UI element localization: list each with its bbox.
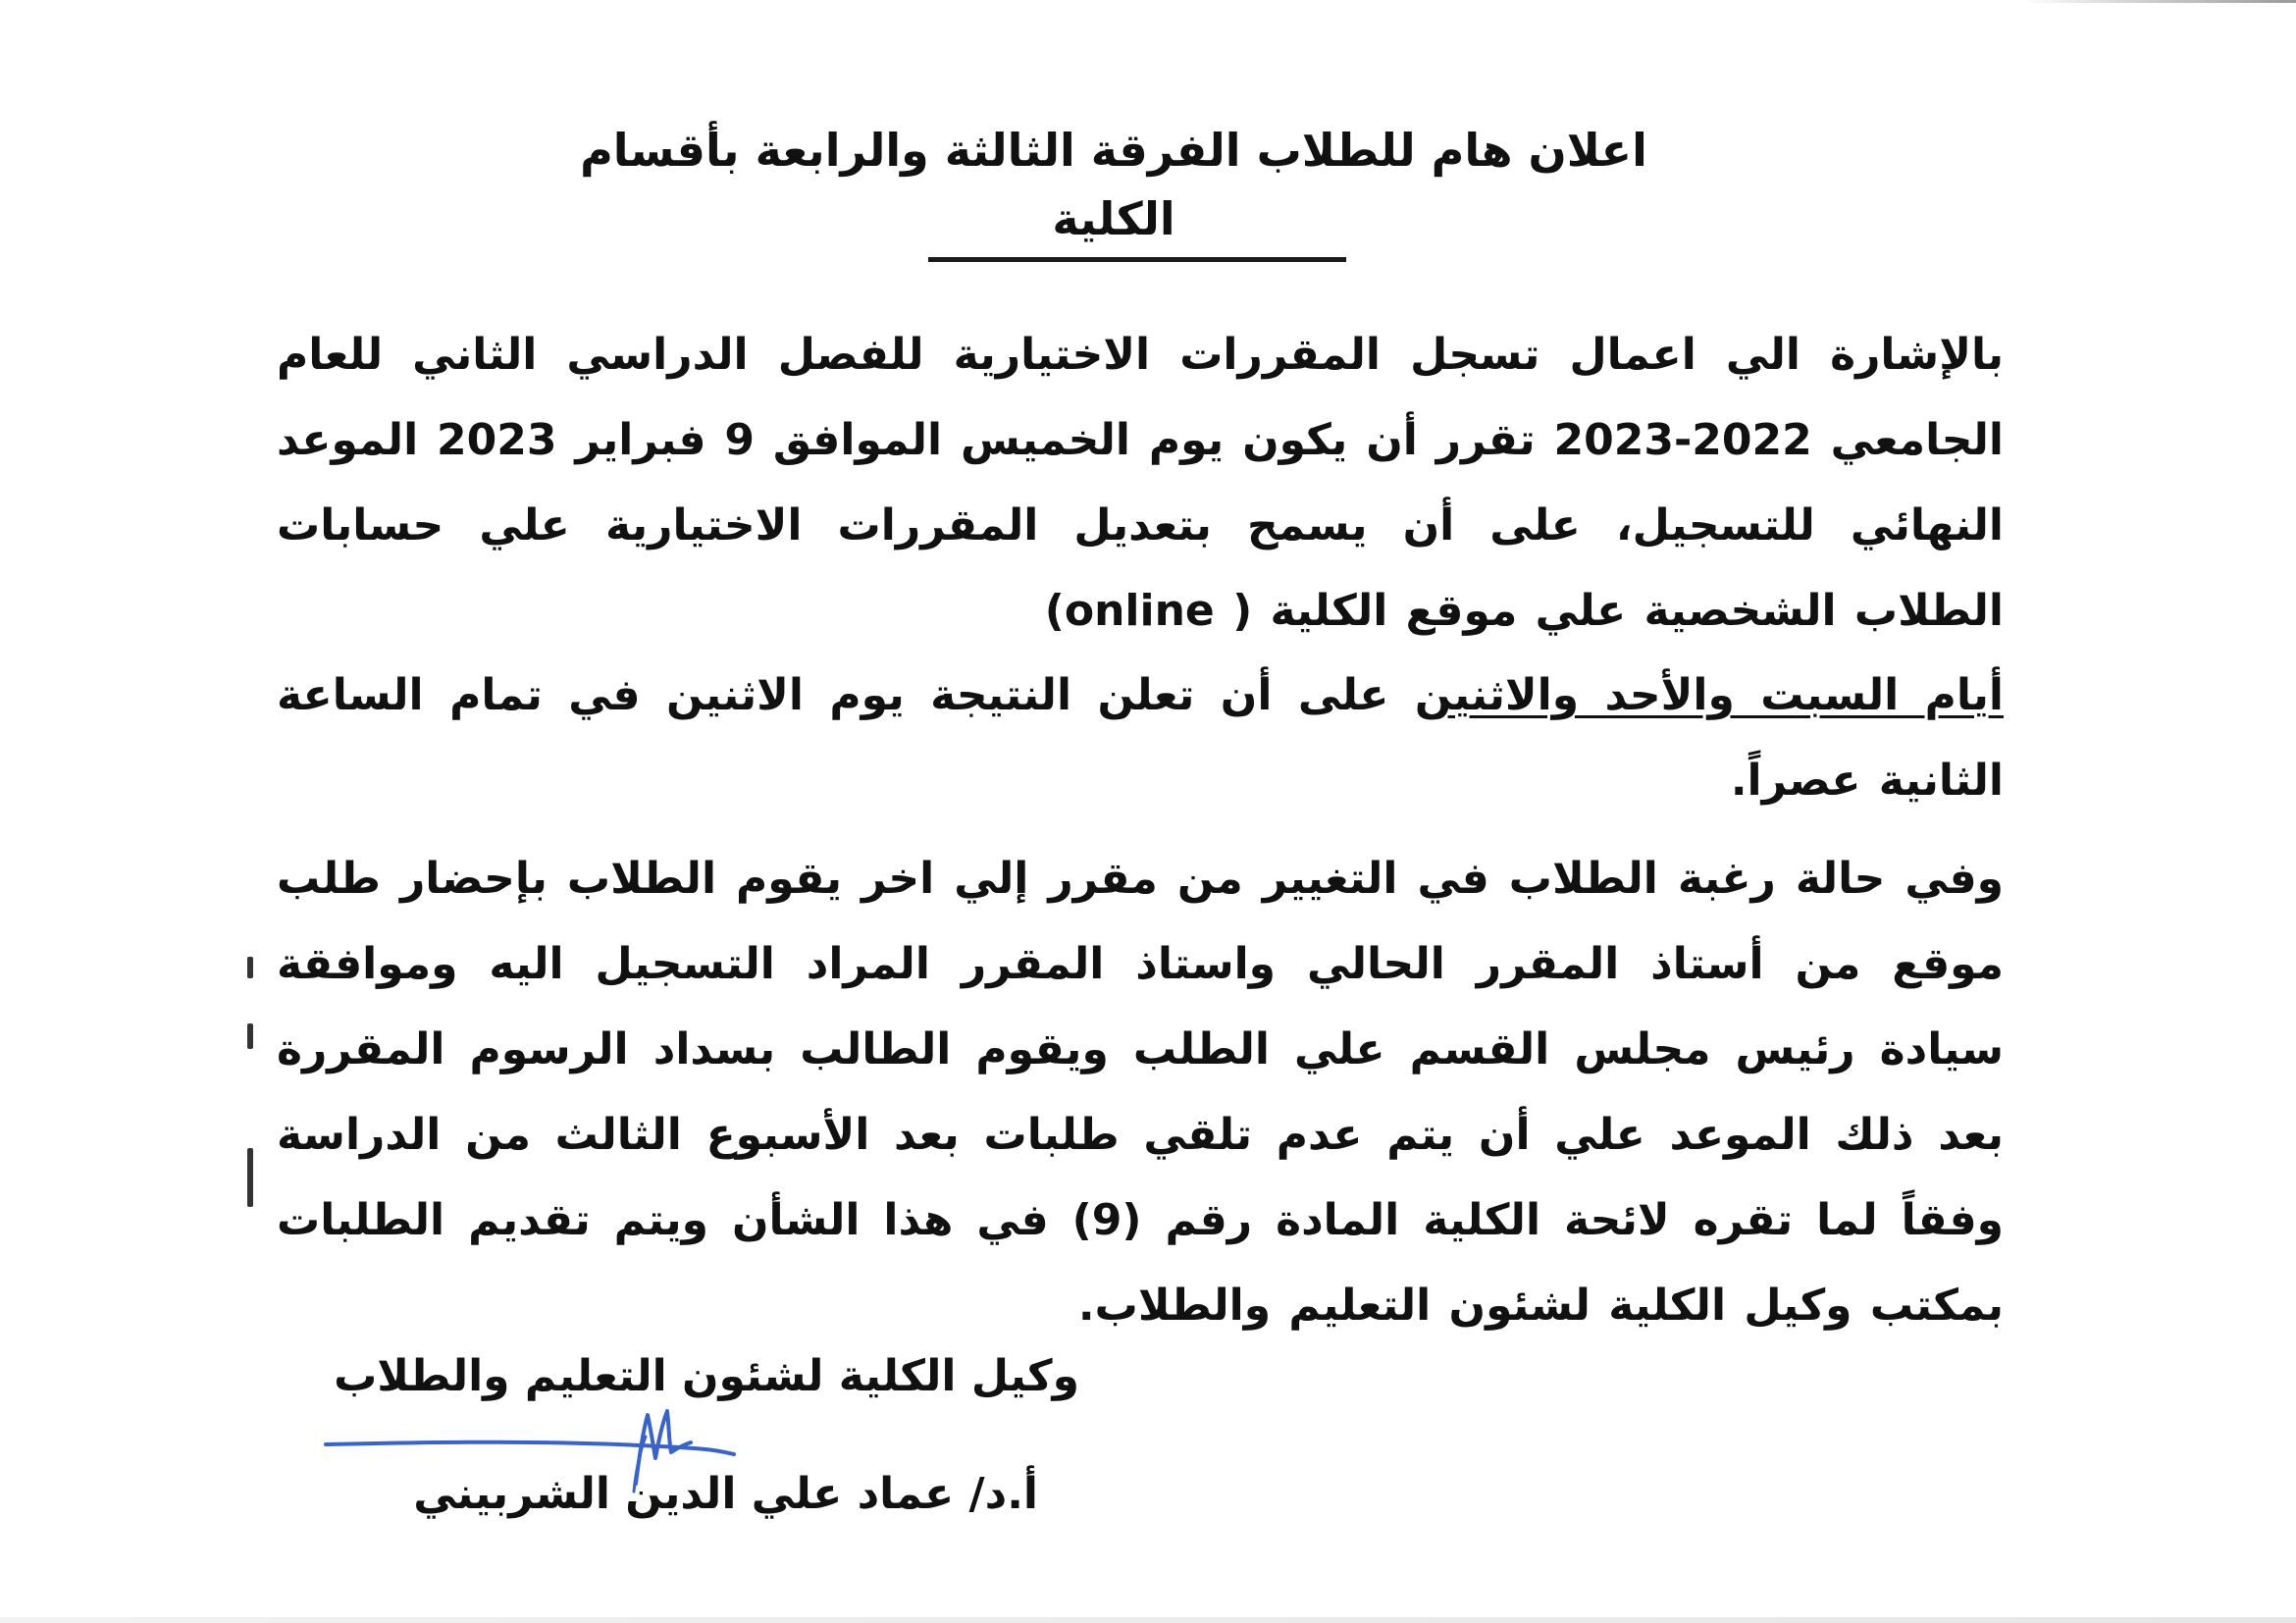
signature-name: أ.د/ عماد علي الدين الشربيني: [413, 1469, 1038, 1519]
paragraph-course-change-procedure: وفي حالة رغبة الطلاب في التغيير من مقرر إلي اخر يقوم الطلاب بإحضار طلب موقع من أستاذ المقرر الحالي واستاذ المقرر المراد التسجيل اليه وموافقة سيادة رئيس مجلس القسم علي الطلب ويقوم الطالب بسداد الرسوم المقررة بعد ذلك الموعد علي أن يتم عدم تلقي طلبات بعد الأسبوع الثالث من الدراسة وفقاً لما تقره لائحة الكلية المادة رقم (9) في هذا الشأن ويتم تقديم الطلبات بمكتب وكيل الكلية لشئون التعليم والطلاب.: [277, 854, 2004, 1331]
signature-title: وكيل الكلية لشئون التعليم والطلاب: [334, 1351, 1079, 1401]
announcement-title: اعلان هام للطلاب الفرقة الثالثة والرابعة بأقسام الكلية: [580, 124, 1647, 245]
paragraph-registration-deadline: بالإشارة الي اعمال تسجل المقررات الاختيارية للفصل الدراسي الثاني للعام الجامعي 2022-2023 تقرر أن يكون يوم الخميس الموافق 9 فبراير 2023 الموعد النهائي للتسجيل، على أن يسمح بتعديل المقررات الاختيارية علي حسابات الطلاب الشخصية علي موقع الكلية ( online): [277, 330, 2005, 636]
title-underline-rule: [928, 257, 1346, 262]
paragraph-modification-days: [277, 653, 2004, 823]
handwritten-signature-icon: [324, 1393, 736, 1511]
margin-mark-3: [247, 1148, 253, 1207]
results-announcement-text: على أن تعلن النتيجة يوم الاثنين في تمام الساعة الثانية عصراً.: [277, 670, 2004, 806]
margin-mark-1: [247, 957, 253, 978]
modification-days-underlined: أيام السبت والأحد والاثنين: [1414, 670, 2004, 720]
margin-mark-2: [247, 1023, 253, 1049]
scan-top-edge: [0, 0, 2296, 3]
scan-bottom-edge: [0, 1617, 2296, 1623]
